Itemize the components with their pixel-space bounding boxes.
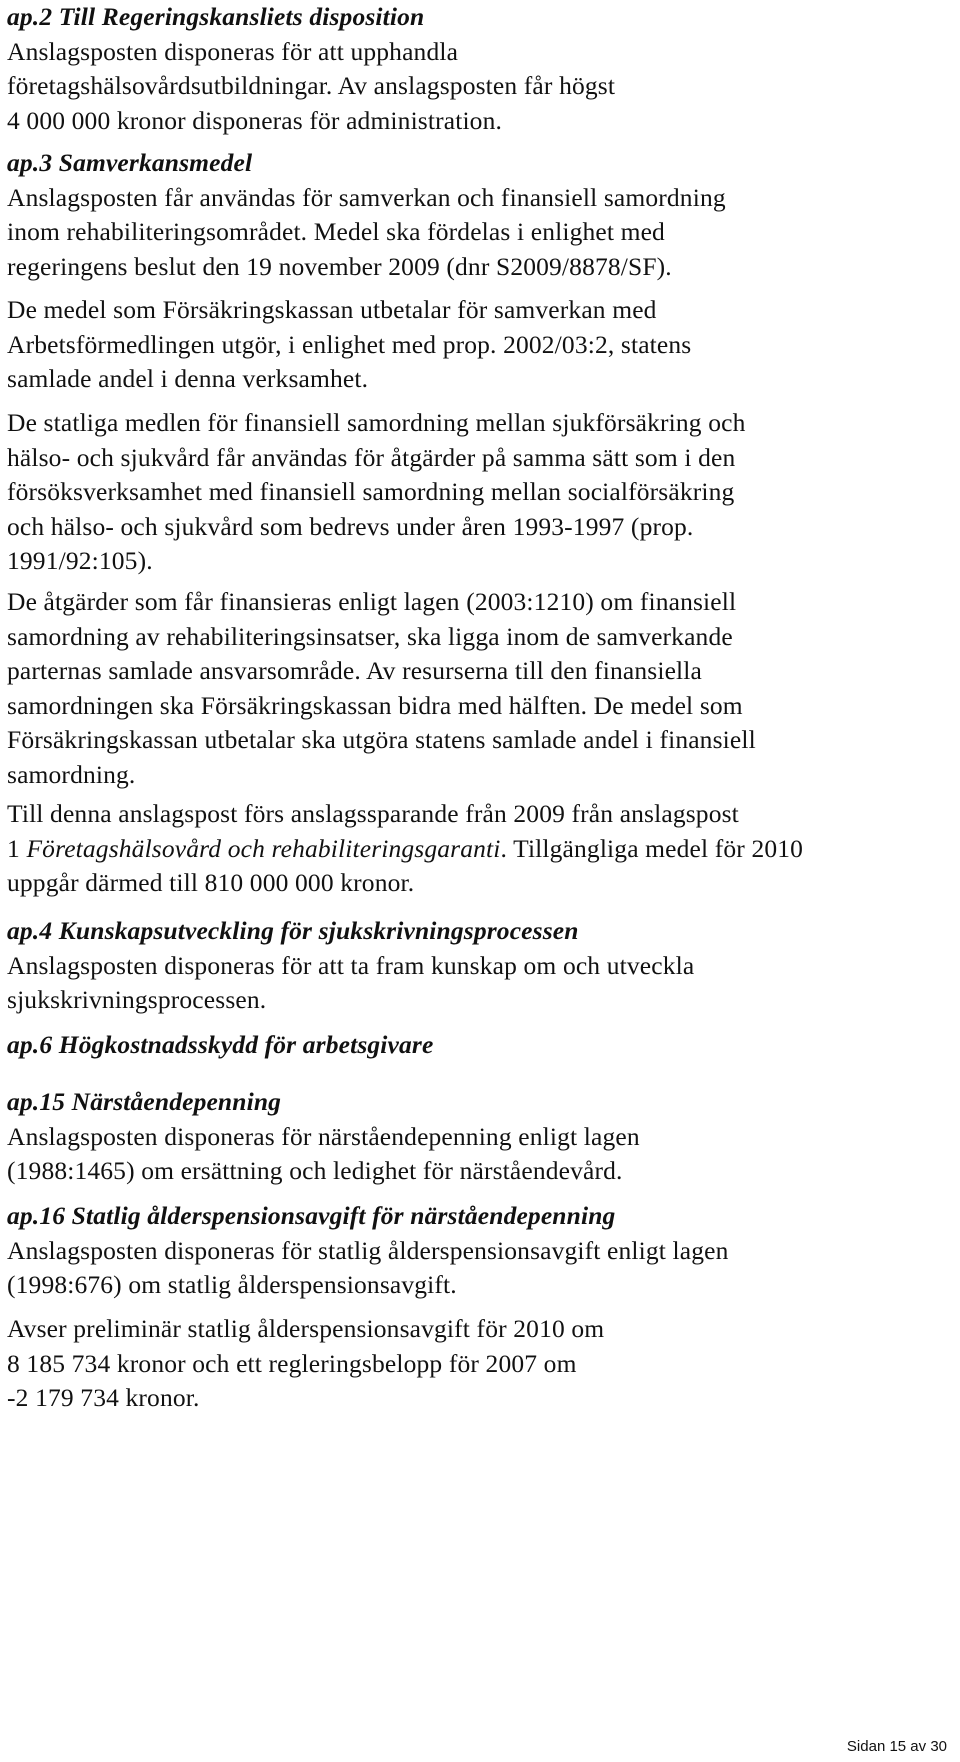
text-line: företagshälsovårdsutbildningar. Av anslagsposten får högst <box>7 71 616 100</box>
italic-term: Företagshälsovård och rehabiliteringsgaranti <box>26 833 501 863</box>
paragraph <box>7 406 947 579</box>
text-line: parternas samlade ansvarsområde. Av resurserna till den finansiella <box>7 656 702 685</box>
section-ap6 <box>7 1028 947 1063</box>
text-line: Anslagsposten disponeras för statlig ålderspensionsavgift enligt lagen <box>7 1235 729 1265</box>
section-ap15 <box>7 1085 947 1189</box>
section-heading: ap.15 Närståendepenning <box>7 1087 282 1116</box>
paragraph <box>7 1312 947 1416</box>
section-heading: ap.6 Högkostnadsskydd för arbetsgivare <box>7 1030 434 1059</box>
text-line: hälso- och sjukvård får användas för åtgärder på samma sätt som i den <box>7 442 736 472</box>
text-span: 1 <box>7 833 27 863</box>
text-line: Anslagsposten disponeras för närståendepenning enligt lagen <box>7 1121 640 1151</box>
text-line: regeringens beslut den 19 november 2009 (dnr S2009/8878/SF). <box>7 251 672 281</box>
text-line: sjukskrivningsprocessen. <box>7 985 267 1014</box>
section-heading: ap.3 Samverkansmedel <box>7 148 253 177</box>
text-line: 8 185 734 kronor och ett regleringsbelopp för 2007 om <box>7 1348 577 1378</box>
section-ap3 <box>7 146 947 284</box>
text-line <box>7 832 947 867</box>
text-line: Arbetsförmedlingen utgör, i enlighet med prop. 2002/03:2, statens <box>7 329 692 359</box>
text-line: De åtgärder som får finansieras enligt lagen (2003:1210) om finansiell <box>7 587 737 616</box>
text-line: Anslagsposten disponeras för att ta fram kunskap om och utveckla <box>7 950 695 980</box>
section-ap2 <box>7 0 947 138</box>
text-line: -2 179 734 kronor. <box>7 1383 200 1412</box>
text-line: Anslagsposten får användas för samverkan och finansiell samordning <box>7 182 726 212</box>
text-line: Avser preliminär statlig ålderspensionsavgift för 2010 om <box>7 1314 605 1343</box>
text-line: Försäkringskassan utbetalar ska utgöra statens samlade andel i finansiell <box>7 725 756 754</box>
text-line: De medel som Försäkringskassan utbetalar för samverkan med <box>7 295 657 324</box>
section-heading: ap.4 Kunskapsutveckling för sjukskrivningsprocessen <box>7 916 579 945</box>
paragraph <box>7 797 947 901</box>
text-line: försöksverksamhet med finansiell samordning mellan socialförsäkring <box>7 477 735 506</box>
text-line: Till denna anslagspost förs anslagssparande från 2009 från anslagspost <box>7 799 739 828</box>
text-line: 4 000 000 kronor disponeras för administration. <box>7 105 503 135</box>
section-ap4 <box>7 914 947 1018</box>
section-ap16 <box>7 1199 947 1303</box>
paragraph <box>7 585 947 792</box>
section-heading: ap.2 Till Regeringskansliets disposition <box>7 2 425 31</box>
paragraph <box>7 293 947 397</box>
text-line: 1991/92:105). <box>7 546 153 575</box>
text-line: inom rehabiliteringsområdet. Medel ska fördelas i enlighet med <box>7 217 665 246</box>
text-line: samordningen ska Försäkringskassan bidra med hälften. De medel som <box>7 690 743 720</box>
text-span: . Tillgängliga medel för 2010 <box>500 833 804 863</box>
text-line: uppgår därmed till 810 000 000 kronor. <box>7 868 415 897</box>
text-line: (1988:1465) om ersättning och ledighet för närståendevård. <box>7 1156 623 1185</box>
text-line: samordning. <box>7 759 136 789</box>
text-line: Anslagsposten disponeras för att upphandla <box>7 36 459 66</box>
text-line: samordning av rehabiliteringsinsatser, ska ligga inom de samverkande <box>7 621 733 651</box>
page-number: Sidan 15 av 30 <box>846 1738 947 1755</box>
text-line: De statliga medlen för finansiell samordning mellan sjukförsäkring och <box>7 408 746 437</box>
section-heading: ap.16 Statlig ålderspensionsavgift för närståendepenning <box>7 1201 616 1230</box>
text-line: samlade andel i denna verksamhet. <box>7 364 369 393</box>
text-line: (1998:676) om statlig ålderspensionsavgift. <box>7 1270 457 1299</box>
text-line: och hälso- och sjukvård som bedrevs under åren 1993-1997 (prop. <box>7 511 694 541</box>
